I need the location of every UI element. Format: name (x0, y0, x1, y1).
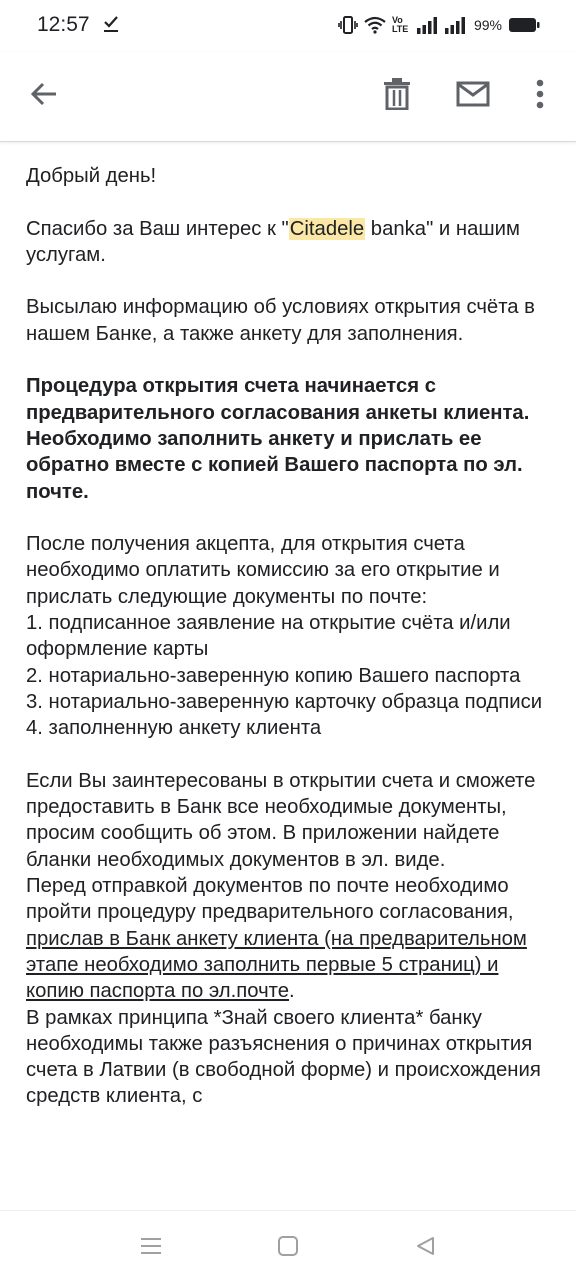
download-done-icon (102, 14, 120, 34)
home-button[interactable] (273, 1233, 303, 1263)
delete-button[interactable] (373, 72, 421, 120)
thanks-text-end: banka" и нашим услугам. (26, 217, 520, 266)
status-time: 12:57 (37, 13, 90, 36)
status-icons (338, 14, 540, 36)
pre-approval-end: . (289, 980, 295, 1003)
thanks-paragraph (26, 216, 556, 269)
recents-icon (140, 1236, 162, 1261)
signal-1-icon (416, 16, 438, 34)
battery-percent: 99% (473, 17, 502, 33)
interest-paragraph: Если Вы заинтересованы в открытии счета и сможете предоставить в Банк все необходимые документы, просим сообщить об этом. В приложении найдете бланки необходимых документов в эл. виде. (26, 769, 536, 871)
system-back-button[interactable] (410, 1233, 440, 1263)
battery-icon (508, 16, 540, 34)
list-item: 2. нотариально-заверенную копию Вашего паспорта (26, 664, 521, 687)
email-toolbar (0, 52, 576, 142)
documents-paragraph (26, 531, 556, 741)
kyc-paragraph: В рамках принципа *Знай своего клиента* банку необходимы также разъяснения о причинах открытия счета в Латвии (в свободной форме) и происхождения средств клиента, с (26, 1006, 541, 1108)
procedure-paragraph: Процедура открытия счета начинается с предварительного согласования анкеты клиента. Необходимо заполнить анкету и прислать ее обратно вместе с копией Вашего паспорта по эл. почте. (26, 375, 530, 503)
volte-icon: Vo LTE (391, 15, 409, 34)
back-button[interactable] (20, 72, 68, 120)
mark-unread-button[interactable] (449, 72, 497, 120)
vibrate-icon (338, 15, 358, 35)
back-triangle-icon (414, 1235, 436, 1262)
wifi-icon (364, 16, 386, 34)
arrow-back-icon (29, 79, 59, 114)
more-vert-icon (535, 79, 545, 114)
pre-approval-paragraph (26, 873, 556, 1004)
list-item: 1. подписанное заявление на открытие счёта и/или оформление карты (26, 612, 511, 661)
pre-approval-text: Перед отправкой документов по почте необходимо пройти процедуру предварительного согласования, (26, 875, 514, 924)
thanks-text: Спасибо за Ваш интерес к " (26, 217, 289, 240)
info-paragraph: Высылаю информацию об условиях открытия счёта в нашем Банке, а также анкету для заполнения. (26, 296, 535, 345)
trash-icon (383, 78, 411, 115)
list-item: 3. нотариально-заверенную карточку образца подписи (26, 690, 543, 713)
greeting: Добрый день! (26, 165, 157, 187)
system-nav-bar (0, 1210, 576, 1280)
signal-2-icon (444, 16, 466, 34)
documents-intro: После получения акцепта, для открытия счета необходимо оплатить комиссию за его открытие и прислать следующие документы по почте: (26, 533, 500, 608)
more-options-button[interactable] (516, 72, 564, 120)
home-icon (277, 1235, 299, 1262)
list-item: 4. заполненную анкету клиента (26, 717, 322, 740)
pre-approval-underlined: прислав в Банк анкету клиента (на предварительном этапе необходимо заполнить первые 5 страниц) и копию паспорта по эл.почте (26, 927, 527, 1003)
status-bar (0, 0, 576, 52)
mail-icon (456, 81, 490, 112)
search-highlight: Citadele (289, 217, 365, 240)
recents-button[interactable] (136, 1233, 166, 1263)
email-body (26, 163, 556, 1110)
